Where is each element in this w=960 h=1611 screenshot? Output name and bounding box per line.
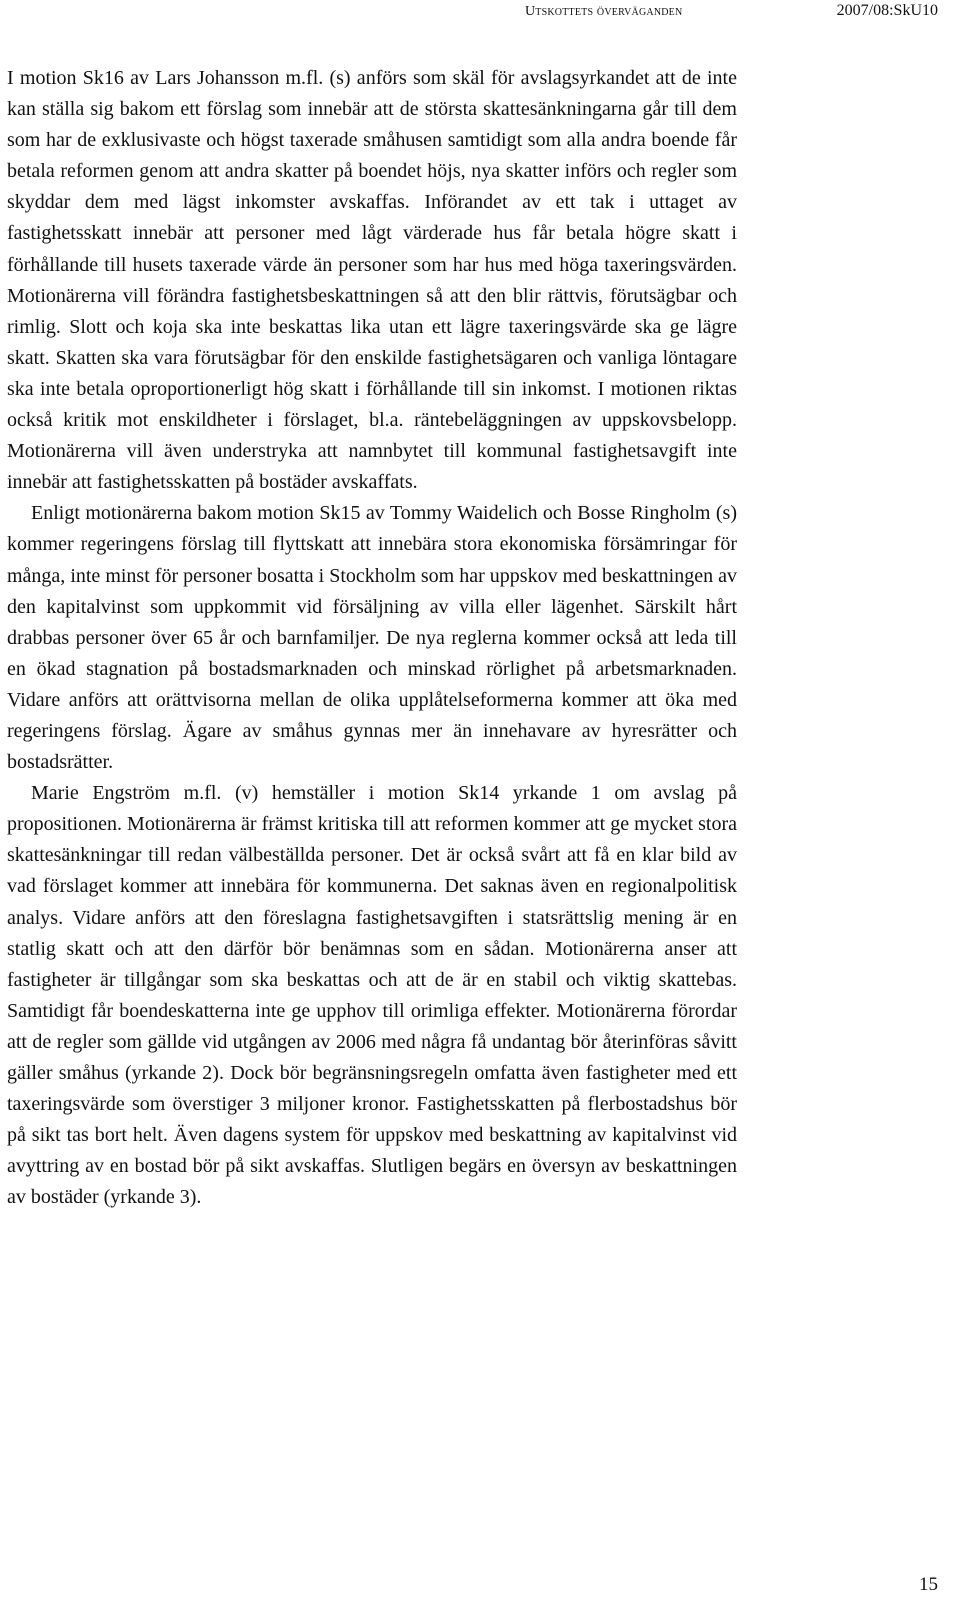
body-text bbox=[7, 63, 737, 1213]
paragraph: Marie Engström m.fl. (v) hemställer i motion Sk14 yrkande 1 om avslag på propositionen. Motionärerna är främst kritiska till att reformen kommer att ge mycket stora skattesänkningar till redan välbeställda personer. Det är också svårt att få en klar bild av vad förslaget kommer att innebära för kommunerna. Det saknas även en regionalpolitisk analys. Vidare anförs att den föreslagna fastighetsavgiften i statsrättslig mening är en statlig skatt och att den därför bör benämnas som en sådan. Motionärerna anser att fastigheter är tillgångar som ska beskattas och att de är en stabil och viktig skattebas. Samtidigt får boendeskatterna inte ge upphov till orimliga effekter. Motionärerna förordar att de regler som gällde vid utgången av 2006 med några få undantag bör återinföras såvitt gäller småhus (yrkande 2). Dock bör begränsningsregeln omfatta även fastigheter med ett taxeringsvärde som överstiger 3 miljoner kronor. Fastighetsskatten på flerbostadshus bör på sikt tas bort helt. Även dagens system för uppskov med beskattning av kapitalvinst vid avyttring av en bostad bör på sikt avskaffas. Slutligen begärs en översyn av beskattningen av bostäder (yrkande 3). bbox=[7, 782, 737, 1209]
page-number: 15 bbox=[919, 1574, 938, 1595]
document-id: 2007/08:SkU10 bbox=[836, 2, 938, 19]
paragraph: I motion Sk16 av Lars Johansson m.fl. (s) anförs som skäl för avslagsyrkandet att de inte kan ställa sig bakom ett förslag som innebär att de största skattesänkningarna går till dem som har de exklusivaste och högst taxerade småhusen samtidigt som alla andra boende får betala reformen genom att andra skatter på boendet höjs, nya skatter införs och regler som skyddar dem med lägst inkomster avskaffas. Införandet av ett tak i uttaget av fastighetsskatt innebär att personer med lågt värderade hus får betala högre skatt i förhållande till husets taxerade värde än personer som har hus med höga taxeringsvärden. Motionärerna vill förändra fastighetsbeskattningen så att den blir rättvis, förutsägbar och rimlig. Slott och koja ska inte beskattas lika utan ett lägre taxeringsvärde ska ge lägre skatt. Skatten ska vara förutsägbar för den enskilde fastighetsägaren och vanliga löntagare ska inte betala oproportionerligt hög skatt i förhållande till sin inkomst. I motionen riktas också kritik mot enskildheter i förslaget, bl.a. räntebeläggningen av uppskovsbelopp. Motionärerna vill även understryka att namnbytet till kommunal fastighetsavgift inte innebär att fastighetsskatten på bostäder avskaffats. bbox=[7, 67, 737, 494]
section-label: Utskottets överväganden bbox=[525, 4, 683, 19]
page-header bbox=[0, 0, 960, 40]
paragraph: Enligt motionärerna bakom motion Sk15 av Tommy Waidelich och Bosse Ringholm (s) kommer regeringens förslag till flyttskatt att innebära stora ekonomiska försämringar för många, inte minst för personer bosatta i Stockholm som har uppskov med beskattningen av den kapitalvinst som uppkommit vid försäljning av villa eller lägenhet. Särskilt hårt drabbas personer över 65 år och barnfamiljer. De nya reglerna kommer också att leda till en ökad stagnation på bostadsmarknaden och minskad rörlighet på arbetsmarknaden. Vidare anförs att orättvisorna mellan de olika upplåtelseformerna kommer att öka med regeringens förslag. Ägare av småhus gynnas mer än innehavare av hyresrätter och bostadsrätter. bbox=[7, 502, 737, 774]
